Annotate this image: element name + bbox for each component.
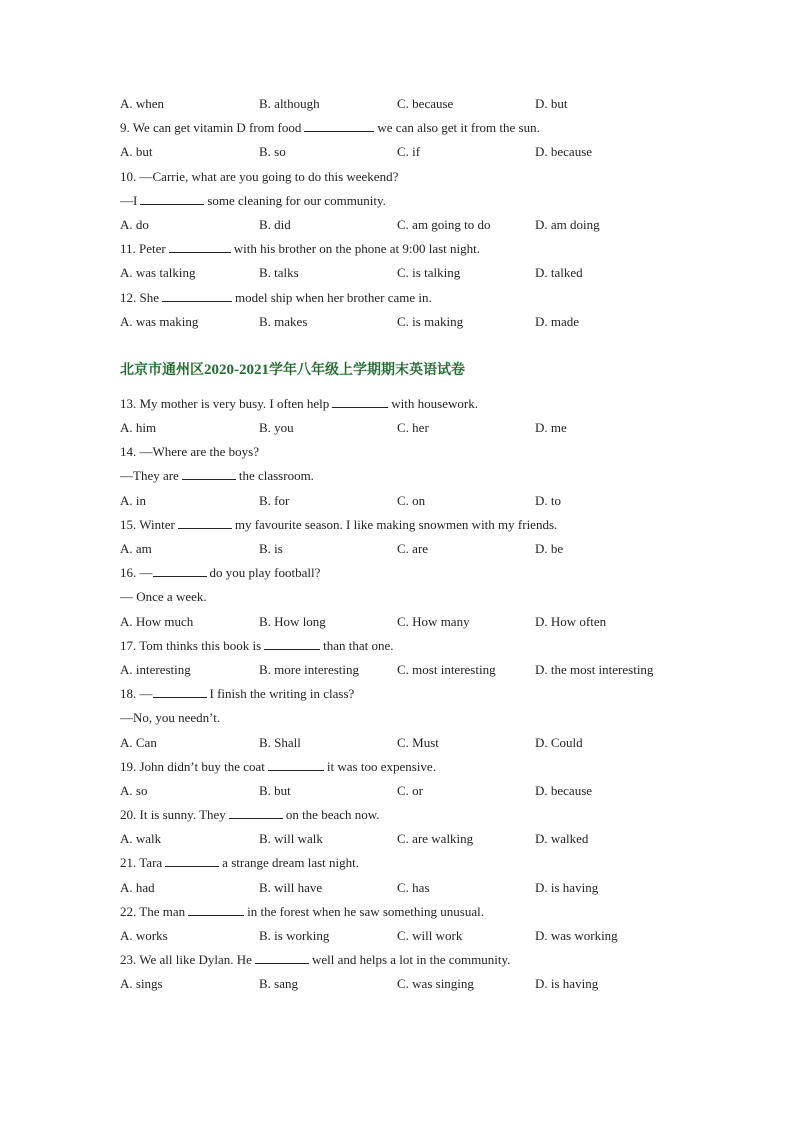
answer-option: D. to <box>535 492 561 508</box>
question-line <box>120 191 720 215</box>
answer-option: A. had <box>120 879 155 895</box>
answer-option: D. but <box>535 96 568 111</box>
answer-option: B. will walk <box>259 831 323 847</box>
answer-option: C. was singing <box>397 976 474 992</box>
answer-option: A. How much <box>120 613 194 629</box>
answer-blank <box>178 515 232 529</box>
question-text: 13. My mother is very busy. I often help <box>120 395 330 411</box>
answer-option: B. more interesting <box>259 661 360 677</box>
question-text: 23. We all like Dylan. He <box>120 952 252 968</box>
answer-option: C. are walking <box>397 831 474 847</box>
answer-option: A. so <box>120 782 148 798</box>
section-title-year: 2020-2021 <box>204 361 269 378</box>
answer-blank <box>304 118 374 132</box>
answer-option: B. you <box>259 420 294 436</box>
section-title-suffix: 学年八年级上学期期末英语试卷 <box>269 362 465 378</box>
question-text: 15. Winter <box>120 516 175 532</box>
answer-option: C. Must <box>397 734 439 750</box>
question-text: 9. We can get vitamin D from food <box>120 120 302 136</box>
question-line <box>120 636 720 660</box>
answer-options <box>120 94 720 118</box>
answer-options <box>120 142 720 166</box>
answer-option: B. did <box>259 216 291 232</box>
question-text-continued: than that one. <box>323 637 394 653</box>
question-line <box>120 684 720 708</box>
question-text: — Once a week. <box>120 589 207 605</box>
question-line <box>120 515 720 539</box>
answer-option: A. works <box>120 928 168 943</box>
answer-option: C. her <box>397 420 429 436</box>
question-line <box>120 950 720 974</box>
answer-option: D. is having <box>535 976 599 992</box>
answer-options <box>120 974 720 998</box>
answer-option: C. are <box>397 541 429 556</box>
answer-options <box>120 829 720 853</box>
section-title-prefix: 北京市通州区 <box>120 362 204 378</box>
answer-option: A. was making <box>120 313 199 329</box>
question-text: 17. Tom thinks this book is <box>120 637 262 653</box>
answer-option: B. but <box>259 782 291 798</box>
answer-option: D. How often <box>535 613 607 629</box>
question-line <box>120 167 720 191</box>
answer-options <box>120 215 720 239</box>
question-line <box>120 805 720 829</box>
answer-option: B. so <box>259 144 286 160</box>
question-text-continued: the classroom. <box>238 468 314 484</box>
answer-blank <box>264 636 320 650</box>
question-text: —No, you needn’t. <box>120 710 221 726</box>
question-text: 20. It is sunny. They <box>120 807 226 823</box>
question-text: 21. Tara <box>120 855 163 871</box>
question-text: 11. Peter <box>120 241 166 257</box>
answer-option: B. is working <box>259 928 330 943</box>
question-text: —I <box>120 192 138 208</box>
answer-option: A. do <box>120 216 149 232</box>
answer-blank <box>169 239 231 253</box>
answer-option: D. the most interesting <box>535 661 654 677</box>
answer-option: B. although <box>259 96 320 111</box>
question-text-continued: my favourite season. I like making snowmen with my friends. <box>234 516 558 532</box>
answer-blank <box>153 684 207 698</box>
question-text: 19. John didn’t buy the coat <box>120 758 265 774</box>
answer-blank <box>332 394 388 408</box>
answer-option: D. am doing <box>535 216 600 232</box>
answer-blank <box>140 191 204 205</box>
answer-blank <box>182 466 236 480</box>
question-text-continued: it was too expensive. <box>326 758 436 774</box>
answer-blank <box>268 757 324 771</box>
answer-option: C. is talking <box>397 265 461 281</box>
answer-option: A. him <box>120 420 157 436</box>
answer-options <box>120 312 720 336</box>
section-title <box>120 358 720 382</box>
answer-option: D. because <box>535 144 593 160</box>
answer-blank <box>188 902 244 916</box>
answer-options <box>120 781 720 805</box>
answer-options <box>120 263 720 287</box>
question-text-continued: model ship when her brother came in. <box>235 289 432 305</box>
answer-blank <box>162 288 232 302</box>
answer-option: D. made <box>535 313 580 329</box>
answer-option: B. for <box>259 492 290 508</box>
answer-blank <box>255 950 309 964</box>
answer-option: B. sang <box>259 976 298 992</box>
answer-option: A. interesting <box>120 661 191 677</box>
question-line <box>120 708 720 732</box>
question-line <box>120 466 720 490</box>
question-text: 16. — <box>120 565 153 581</box>
question-block-1 <box>120 94 720 336</box>
answer-option: A. in <box>120 492 146 508</box>
question-line <box>120 587 720 611</box>
answer-option: C. will work <box>397 928 463 943</box>
answer-option: B. makes <box>259 313 308 329</box>
answer-option: B. How long <box>259 613 326 629</box>
answer-option: B. will have <box>259 879 323 895</box>
answer-option: A. am <box>120 541 152 556</box>
answer-blank <box>165 853 219 867</box>
answer-option: B. is <box>259 541 283 556</box>
question-text-continued: on the beach now. <box>285 807 380 823</box>
question-line <box>120 902 720 926</box>
answer-option: D. me <box>535 420 567 436</box>
answer-option: C. has <box>397 879 430 895</box>
answer-option: A. walk <box>120 831 162 847</box>
question-text-continued: do you play football? <box>209 565 321 581</box>
answer-option: D. talked <box>535 265 583 281</box>
exam-document <box>120 94 720 999</box>
answer-option: D. walked <box>535 831 589 847</box>
answer-option: D. be <box>535 541 564 556</box>
answer-options <box>120 733 720 757</box>
question-text: 12. She <box>120 289 159 305</box>
answer-option: A. was talking <box>120 265 196 281</box>
question-line <box>120 118 720 142</box>
question-text-continued: well and helps a lot in the community. <box>311 952 511 968</box>
answer-option: D. because <box>535 782 593 798</box>
answer-option: D. was working <box>535 928 618 943</box>
question-block-2 <box>120 394 720 999</box>
question-text: 22. The man <box>120 903 186 919</box>
question-text: 14. —Where are the boys? <box>120 444 259 460</box>
answer-options <box>120 878 720 902</box>
answer-option: B. Shall <box>259 734 301 750</box>
answer-option: A. sings <box>120 976 163 992</box>
answer-option: C. most interesting <box>397 661 496 677</box>
answer-option: C. on <box>397 492 426 508</box>
answer-option: C. or <box>397 782 423 798</box>
answer-option: C. if <box>397 144 421 160</box>
question-text-continued: we can also get it from the sun. <box>377 120 540 136</box>
answer-option: C. because <box>397 96 454 111</box>
question-text: —They are <box>120 468 179 484</box>
answer-option: C. am going to do <box>397 216 491 232</box>
answer-option: C. How many <box>397 613 470 629</box>
answer-options <box>120 491 720 515</box>
question-line <box>120 563 720 587</box>
question-line <box>120 394 720 418</box>
answer-options <box>120 926 720 950</box>
answer-options <box>120 539 720 563</box>
answer-option: B. talks <box>259 265 299 281</box>
answer-option: C. is making <box>397 313 464 329</box>
answer-option: A. Can <box>120 734 157 750</box>
question-line <box>120 288 720 312</box>
answer-option: D. Could <box>535 734 583 750</box>
answer-blank <box>229 805 283 819</box>
question-line <box>120 442 720 466</box>
question-text-continued: with his brother on the phone at 9:00 last night. <box>233 241 480 257</box>
answer-option: D. is having <box>535 879 599 895</box>
question-text-continued: I finish the writing in class? <box>209 686 355 702</box>
answer-option: A. but <box>120 144 153 160</box>
question-text: 18. — <box>120 686 153 702</box>
answer-options <box>120 418 720 442</box>
question-line <box>120 853 720 877</box>
answer-options <box>120 660 720 684</box>
question-text-continued: in the forest when he saw something unusual. <box>247 903 484 919</box>
question-line <box>120 757 720 781</box>
question-text: 10. —Carrie, what are you going to do this weekend? <box>120 168 399 184</box>
answer-blank <box>153 563 207 577</box>
question-text-continued: some cleaning for our community. <box>207 192 386 208</box>
question-text-continued: with housework. <box>391 395 478 411</box>
answer-option: A. when <box>120 96 165 111</box>
answer-options <box>120 612 720 636</box>
question-line <box>120 239 720 263</box>
question-text-continued: a strange dream last night. <box>222 855 359 871</box>
